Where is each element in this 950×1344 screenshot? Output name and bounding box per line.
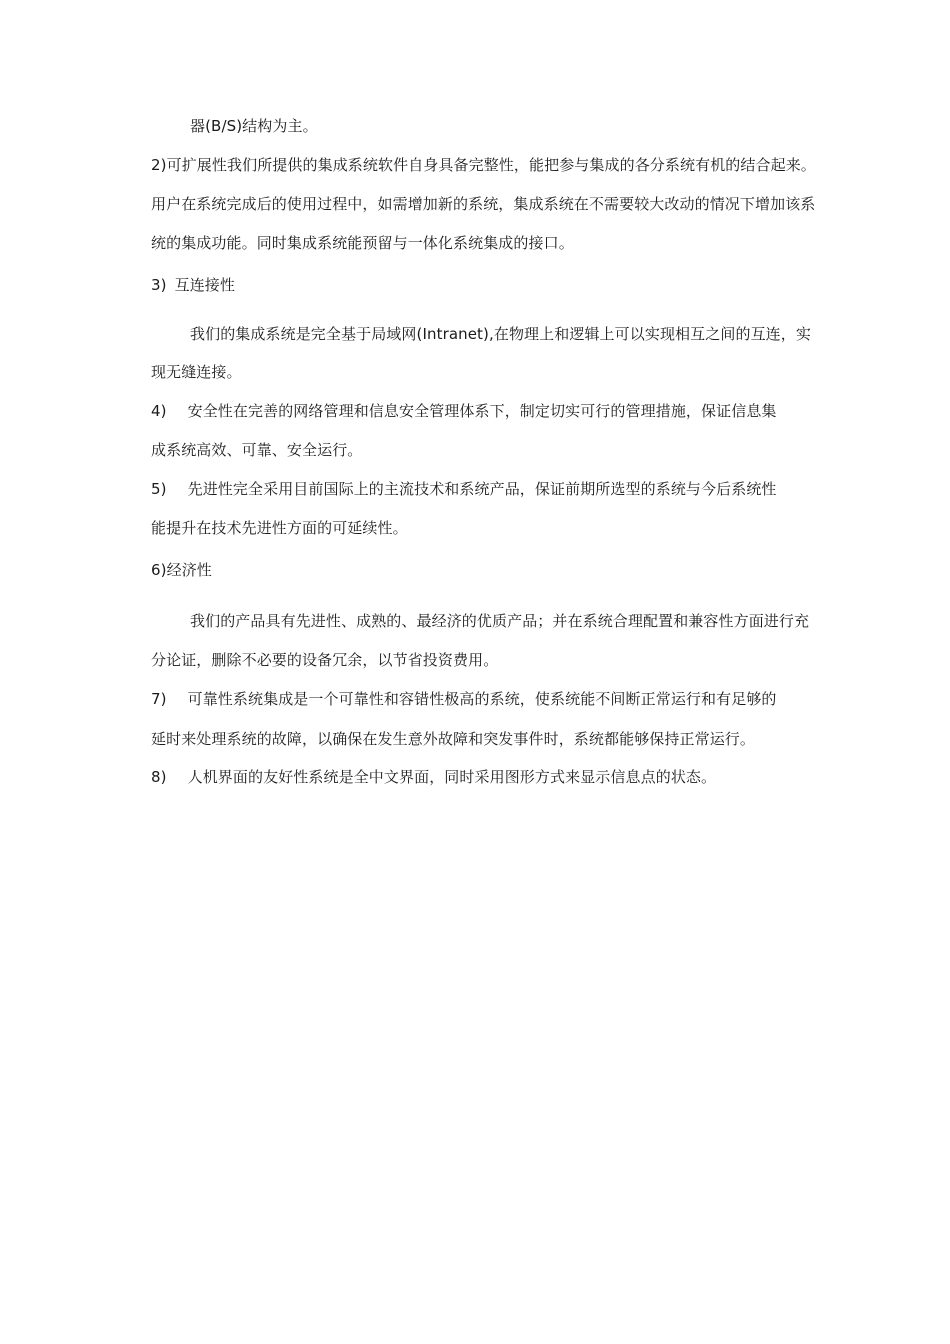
line-text: 我们的集成系统是完全基于局域网(Intranet),在物理上和逻辑上可以实现相互之间的互连，实 (190, 325, 811, 343)
paragraph-line (190, 611, 809, 631)
line-text: 延时来处理系统的故障，以确保在发生意外故障和突发事件时，系统都能够保持正常运行。 (151, 730, 756, 748)
line-text: 统的集成功能。同时集成系统能预留与一体化系统集成的接口。 (151, 234, 574, 252)
paragraph-line (190, 324, 811, 344)
list-number: 8) (151, 768, 167, 786)
list-item (151, 401, 777, 421)
line-text: 安全性在完善的网络管理和信息安全管理体系下，制定切实可行的管理措施，保证信息集 (187, 402, 777, 420)
list-number: 7) (151, 690, 167, 708)
paragraph-line (151, 518, 408, 538)
line-text: 2)可扩展性我们所提供的集成系统软件自身具备完整性，能把参与集成的各分系统有机的结合起来。 (151, 156, 816, 174)
section-heading (151, 275, 235, 295)
line-text: 器(B/S)结构为主。 (190, 117, 318, 135)
paragraph-line (151, 650, 498, 670)
line-text: 互连接性 (174, 276, 236, 294)
section-heading (151, 560, 212, 580)
line-text: 先进性完全采用目前国际上的主流技术和系统产品，保证前期所选型的系统与今后系统性 (187, 480, 777, 498)
list-item (151, 689, 777, 709)
line-text: 分论证，删除不必要的设备冗余，以节省投资费用。 (151, 651, 499, 669)
paragraph-line (151, 155, 816, 175)
list-item (151, 767, 716, 787)
line-text: 我们的产品具有先进性、成熟的、最经济的优质产品；并在系统合理配置和兼容性方面进行充 (190, 612, 810, 630)
line-text: 能提升在技术先进性方面的可延续性。 (151, 519, 408, 537)
paragraph-line (190, 116, 318, 136)
list-number: 4) (151, 402, 167, 420)
paragraph-line (151, 194, 815, 214)
line-text: 6)经济性 (151, 561, 212, 579)
line-text: 成系统高效、可靠、安全运行。 (151, 441, 363, 459)
list-number: 5) (151, 480, 167, 498)
paragraph-line (151, 729, 755, 749)
list-item (151, 479, 777, 499)
paragraph-line (151, 362, 242, 382)
line-text: 人机界面的友好性系统是全中文界面，同时采用图形方式来显示信息点的状态。 (187, 768, 717, 786)
line-text: 现无缝连接。 (151, 363, 242, 381)
line-text: 用户在系统完成后的使用过程中，如需增加新的系统，集成系统在不需要较大改动的情况下增加该系 (151, 195, 816, 213)
list-number: 3) (151, 276, 167, 294)
paragraph-line (151, 440, 362, 460)
line-text: 可靠性系统集成是一个可靠性和容错性极高的系统，使系统能不间断正常运行和有足够的 (187, 690, 777, 708)
paragraph-line (151, 233, 574, 253)
